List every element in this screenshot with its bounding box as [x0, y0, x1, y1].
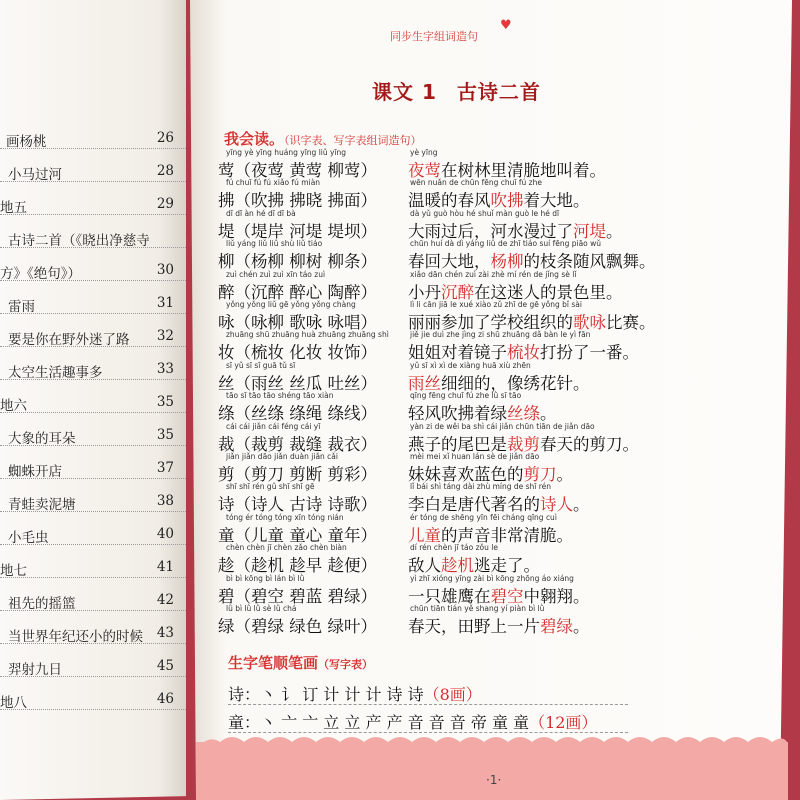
word-group: 童（儿童 童心 童年）	[218, 525, 377, 545]
stroke-section-label: 生字笔顺笔画	[228, 654, 319, 672]
word-pinyin: bì bì kōng bì lán bì lǜ	[226, 573, 305, 583]
sentence-post: 在这迷人的景色里。	[474, 282, 623, 302]
sentence-pinyin: wēn nuǎn de chūn fēng chuī fú zhe	[410, 178, 542, 188]
sentence-pre: 春天，田野上一片	[408, 617, 540, 636]
word-group: 柳（杨柳 柳树 柳条）	[218, 252, 377, 272]
sentence-highlight: 裁剪	[507, 434, 540, 454]
sentence-pre: 一只雄鹰在	[408, 586, 491, 606]
sentence-highlight: 诗人	[540, 495, 573, 515]
vocab-row	[218, 391, 618, 424]
toc-row	[0, 421, 186, 449]
example-sentence	[408, 583, 590, 607]
word-pinyin: zuì chén zuì zuì xīn táo zuì	[226, 269, 326, 279]
sentence-pre: 燕子的尾巴是	[408, 434, 507, 454]
toc-row	[0, 586, 186, 614]
toc-title: 地六	[0, 398, 27, 414]
stroke-sequence: 丶 讠 订 计 计 计 诗 诗	[260, 685, 424, 704]
sentence-pinyin: lì li cān jiā le xué xiào zǔ zhī de gē yǒng bǐ sài	[410, 300, 582, 309]
word-group: 拂（吹拂 拂晓 拂面）	[218, 191, 377, 211]
lesson-label: 课文 1	[372, 80, 437, 104]
sentence-pinyin: lǐ bái shì táng dài zhù míng de shī rén	[410, 482, 552, 492]
word-pinyin: jiǎn jiǎn dāo jiǎn duàn jiǎn cǎi	[226, 452, 338, 461]
sentence-pinyin: yǔ sī xì xì de xiàng huā xiù zhēn	[410, 360, 531, 370]
sentence-pre: 温暖的春风	[408, 191, 491, 211]
sentence-post: 打扮了一番。	[540, 343, 639, 363]
toc-title: 地五	[0, 200, 27, 216]
sentence-pre: 姐姐对着镜子	[408, 343, 507, 363]
sentence-highlight: 河堤	[573, 221, 606, 241]
word-group: 剪（剪刀 剪断 剪彩）	[218, 465, 377, 484]
word-group: 丝（雨丝 丝瓜 吐丝）	[218, 373, 377, 393]
toc-page: 35	[156, 394, 174, 410]
vocab-row	[218, 208, 623, 242]
toc-title: 古诗二首（《晓出净慈寺	[8, 233, 150, 249]
stroke-row	[228, 682, 482, 705]
sentence-post: 。	[573, 495, 590, 515]
word-group: 咏（咏柳 歌咏 咏唱）	[218, 313, 377, 332]
toc-page: 45	[156, 658, 174, 674]
toc-row	[0, 322, 186, 350]
example-sentence	[408, 339, 639, 363]
toc-title: 要是你在野外迷了路	[8, 332, 130, 348]
sentence-post: 春天的剪刀。	[540, 434, 639, 454]
sentence-post: 。	[556, 465, 573, 484]
toc-title: 雷雨	[8, 299, 35, 315]
word-group: 裁（裁剪 裁缝 裁衣）	[218, 434, 377, 454]
toc-title: 画杨桃	[6, 134, 47, 150]
sentence-pre: 小丹	[408, 282, 441, 302]
vocab-row	[218, 574, 618, 607]
vocab-row	[218, 178, 618, 211]
sentence-pinyin: ér tóng de shēng yīn fēi cháng qīng cuì	[410, 512, 557, 522]
sentence-pre: 大雨过后，河水漫过了	[408, 221, 573, 241]
read-section-label: 我会读。	[224, 130, 285, 148]
toc-page: 42	[156, 592, 174, 608]
toc-page: 38	[156, 493, 174, 509]
vocab-row	[218, 300, 656, 333]
word-pinyin: fú chuī fú fú xiǎo fú miàn	[226, 178, 321, 188]
example-sentence	[408, 187, 590, 211]
word-group: 妆（梳妆 化妆 妆饰）	[218, 343, 377, 363]
page-number: ·1·	[486, 773, 502, 787]
toc-row	[0, 487, 186, 515]
sentence-pre: 轻风吹拂着绿	[408, 404, 507, 424]
sentence-pinyin: dí rén chèn jī táo zǒu le	[410, 543, 498, 553]
sentence-highlight: 雨丝	[408, 373, 441, 393]
word-group: 绿（碧绿 绿色 绿叶）	[218, 617, 377, 636]
vocab-row	[218, 604, 618, 637]
example-sentence	[408, 279, 623, 303]
stroke-char: 诗：	[228, 685, 261, 704]
bottom-decor-band	[196, 742, 788, 800]
example-sentence	[408, 461, 573, 485]
word-group: 碧（碧空 碧蓝 碧绿）	[218, 586, 377, 606]
sentence-post: 。	[606, 221, 623, 241]
sentence-post: 中翱翔。	[523, 586, 590, 606]
toc-row	[0, 355, 186, 383]
word-pinyin: liǔ yáng liǔ liǔ shù liǔ tiáo	[226, 239, 323, 249]
toc-row	[0, 223, 186, 251]
toc-page: 46	[156, 691, 174, 707]
toc-page: 31	[156, 295, 174, 311]
toc-row	[0, 124, 186, 152]
toc-page: 40	[156, 526, 174, 542]
sentence-pre: 春回大地，	[408, 252, 491, 272]
vocab-row	[218, 330, 639, 363]
toc-row	[0, 157, 186, 185]
sentence-highlight: 丝绦	[507, 404, 540, 424]
sentence-highlight: 剪刀	[523, 465, 557, 484]
vocab-row	[218, 239, 656, 272]
read-section-heading	[224, 128, 422, 149]
toc-page: 37	[156, 460, 174, 476]
toc-dots	[0, 577, 186, 578]
example-sentence	[408, 370, 590, 394]
toc-title: 当世界年纪还小的时候	[8, 629, 143, 645]
sentence-highlight: 歌咏	[573, 313, 606, 332]
word-pinyin: tóng ér tóng tóng xīn tóng nián	[226, 512, 344, 522]
vocab-row	[218, 543, 618, 576]
sentence-highlight: 儿童	[408, 525, 441, 545]
example-sentence	[408, 309, 656, 333]
sentence-pre: 妹妹喜欢蓝色的	[408, 465, 524, 484]
example-sentence	[408, 491, 590, 515]
toc-row	[0, 619, 186, 647]
sentence-pinyin: chūn tiān tián yě shang yí piàn bì lǜ	[410, 604, 545, 613]
stroke-sequence: 丶 亠 亠 立 立 产 产 音 音 音 帝 童 童	[260, 713, 530, 732]
word-group: 趁（趁机 趁早 趁便）	[218, 556, 377, 576]
example-sentence	[408, 400, 557, 424]
toc-page: 28	[156, 163, 174, 179]
word-group: 堤（堤岸 河堤 堤坝）	[218, 221, 377, 241]
stroke-count: （8画）	[423, 685, 482, 704]
read-section-note: （识字表、写字表组词造句）	[284, 134, 422, 147]
sentence-post: 的声音非常清脆。	[441, 525, 573, 545]
example-sentence	[408, 218, 623, 242]
sentence-highlight: 碧绿	[540, 617, 573, 636]
toc-page: 29	[156, 196, 174, 212]
sentence-post: 比赛。	[606, 313, 656, 332]
sentence-highlight: 沉醉	[441, 282, 474, 302]
toc-row	[0, 289, 186, 317]
sentence-pre: 丽丽参加了学校组织的	[408, 313, 573, 332]
sentence-pinyin: yè yīng	[410, 148, 438, 157]
sentence-post: 着大地。	[523, 191, 590, 211]
stroke-char: 童：	[228, 713, 261, 732]
sentence-pinyin: jiě jie duì zhe jìng zi shū zhuāng dǎ bàn le yì fān	[410, 330, 591, 340]
sentence-highlight: 杨柳	[490, 252, 524, 272]
sentence-pinyin: yì zhī xióng yīng zài bì kōng zhōng áo xiáng	[410, 573, 574, 583]
toc-title: 小马过河	[8, 167, 62, 183]
toc-page: 26	[156, 130, 174, 146]
sentence-pre: 李白是唐代著名的	[408, 495, 540, 515]
toc-dots	[0, 214, 186, 215]
toc-title: 青蛙卖泥塘	[8, 497, 76, 513]
toc-row	[0, 652, 186, 680]
sentence-highlight: 夜莺	[408, 161, 441, 180]
toc-dots	[0, 412, 186, 413]
vocab-row	[218, 513, 618, 546]
toc-row	[0, 256, 186, 284]
toc-dots	[0, 709, 186, 710]
toc-row	[0, 520, 186, 548]
word-pinyin: yīng yè yīng huáng yīng liǔ yīng	[226, 148, 347, 157]
example-sentence	[408, 431, 639, 455]
sentence-highlight: 趁机	[441, 556, 474, 576]
example-sentence	[408, 157, 606, 181]
sentence-highlight: 梳妆	[507, 343, 540, 363]
toc-title: 大象的耳朵	[8, 431, 76, 447]
lesson-title	[372, 76, 541, 105]
toc-page: 41	[156, 559, 174, 575]
toc-title: 祖先的摇篮	[8, 596, 76, 612]
sentence-pre: 敌人	[408, 556, 441, 576]
writing-guide-line	[228, 704, 628, 705]
sentence-post: 细细的，像绣花针。	[441, 373, 590, 393]
sentence-pinyin: mèi mei xǐ huan lán sè de jiǎn dāo	[410, 452, 540, 461]
page-header-text: 同步生字组词造句	[390, 30, 478, 43]
sentence-post: 的枝条随风飘舞。	[523, 252, 656, 272]
word-pinyin: lǜ bì lǜ lǜ sè lǜ chá	[226, 604, 297, 613]
sentence-post: 。	[573, 617, 590, 636]
word-group: 醉（沉醉 醉心 陶醉）	[218, 282, 377, 302]
vocab-row	[218, 269, 623, 303]
sentence-post: 。	[540, 404, 557, 424]
toc-title: 小毛虫	[8, 530, 49, 546]
toc-title: 蜘蛛开店	[8, 464, 62, 480]
toc-page: 30	[156, 262, 174, 278]
toc-title: 羿射九日	[8, 662, 62, 678]
word-group: 绦（丝绦 绦绳 绦线）	[218, 404, 377, 424]
toc-page: 43	[156, 625, 174, 641]
toc-title: 方》《绝句》）	[0, 266, 81, 282]
toc-title: 地八	[0, 695, 27, 711]
word-pinyin: shī shī rén gǔ shī shī gē	[226, 482, 315, 492]
vocab-row	[218, 361, 618, 394]
toc-row	[0, 685, 186, 713]
word-pinyin: dī dī àn hé dī dī bà	[226, 208, 296, 218]
toc-row	[0, 190, 186, 218]
stroke-count: （12画）	[529, 713, 598, 732]
word-group: 诗（诗人 古诗 诗歌）	[218, 495, 377, 515]
heart-icon: ♥	[500, 18, 512, 33]
toc-row	[0, 388, 186, 416]
sentence-pinyin: dà yǔ guò hòu hé shuǐ màn guò le hé dī	[410, 208, 560, 218]
example-sentence	[408, 248, 656, 272]
vocab-row	[218, 482, 618, 515]
word-pinyin: cái cái jiǎn cái féng cái yī	[226, 421, 321, 431]
sentence-pinyin: chūn huí dà dì yáng liǔ de zhī tiáo suí fēng piāo wǔ	[410, 239, 602, 249]
toc-title: 太空生活趣事多	[8, 365, 103, 381]
toc-page: 32	[156, 328, 174, 344]
sentence-pinyin: xiǎo dān chén zuì zài zhè mí rén de jǐng sè lǐ	[410, 269, 577, 279]
example-sentence	[408, 613, 590, 637]
vocab-row	[218, 421, 639, 455]
stroke-section-note: （写字表）	[318, 658, 374, 671]
sentence-post: 逃走了。	[474, 556, 540, 576]
sentence-post: 在树林里清脆地叫着。	[441, 161, 606, 180]
word-pinyin: sī yǔ sī sī guā tǔ sī	[226, 360, 296, 370]
stroke-section-heading	[228, 652, 373, 673]
example-sentence	[408, 522, 573, 546]
sentence-pinyin: qīng fēng chuī fú zhe lǜ sī tāo	[410, 391, 522, 401]
word-pinyin: tāo sī tāo tāo shéng tāo xiàn	[226, 391, 334, 401]
word-pinyin: chèn chèn jī chèn zǎo chèn biàn	[226, 543, 347, 553]
sentence-highlight: 吹拂	[490, 191, 524, 211]
toc-row	[0, 553, 186, 581]
vocab-row	[218, 148, 618, 181]
sentence-pinyin: yàn zi de wěi ba shì cái jiǎn chūn tiān de jiǎn dāo	[410, 421, 595, 431]
toc-row	[0, 454, 186, 482]
lesson-name: 古诗二首	[456, 80, 541, 104]
example-sentence	[408, 552, 540, 576]
vocab-row	[218, 452, 618, 485]
word-pinyin: zhuāng shū zhuāng huà zhuāng zhuāng shì	[226, 330, 389, 340]
toc-page: 33	[156, 361, 174, 377]
toc-title: 地七	[0, 563, 27, 579]
sentence-highlight: 碧空	[490, 586, 524, 606]
word-group: 莺（夜莺 黄莺 柳莺）	[218, 161, 377, 180]
word-pinyin: yǒng yǒng liǔ gē yǒng yǒng chàng	[226, 300, 356, 309]
toc-page: 35	[156, 427, 174, 443]
